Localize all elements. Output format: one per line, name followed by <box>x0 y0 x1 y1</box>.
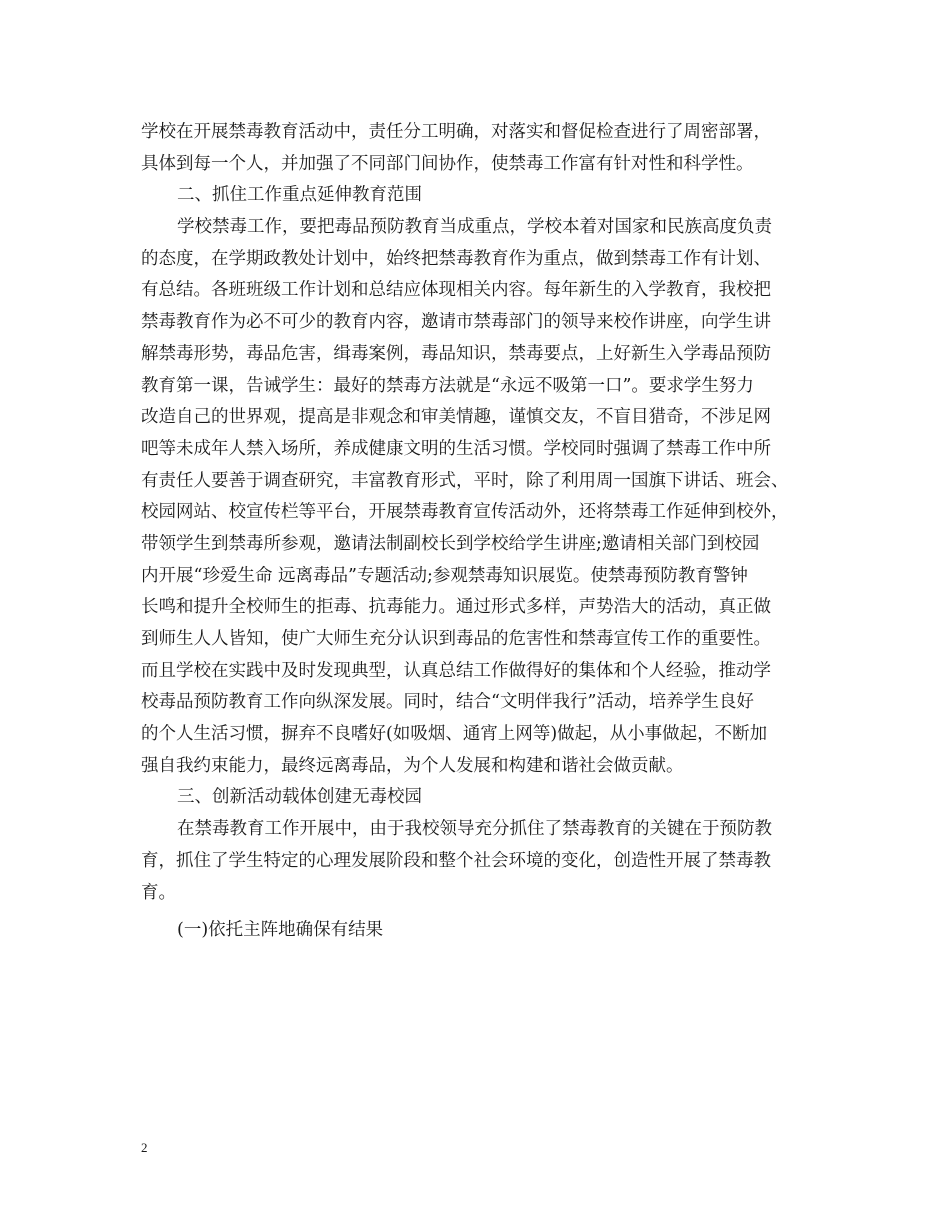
paragraph-line: 的态度，在学期政教处计划中，始终把禁毒教育作为重点，做到禁毒工作有计划、 <box>141 248 771 269</box>
paragraph-line: 育。 <box>141 882 176 903</box>
paragraph-line: 有总结。各班班级工作计划和总结应体现相关内容。每年新生的入学教育，我校把 <box>141 280 771 301</box>
paragraph-line: 校园网站、校宣传栏等平台，开展禁毒教育宣传活动外，还将禁毒工作延伸到校外， <box>141 502 789 523</box>
section-heading: 三、创新活动载体创建无毒校园 <box>177 787 422 808</box>
paragraph-line: 的个人生活习惯，摒弃不良嗜好(如吸烟、通宵上网等)做起，从小事做起，不断加 <box>141 724 768 745</box>
paragraph-line: 具体到每一个人，并加强了不同部门间协作，使禁毒工作富有针对性和科学性。 <box>141 153 754 174</box>
page-number: 2 <box>141 1140 148 1155</box>
paragraph-line: 教育第一课，告诫学生：最好的禁毒方法就是“永远不吸第一口”。要求学生努力 <box>141 375 754 396</box>
paragraph-line: 在禁毒教育工作开展中，由于我校领导充分抓住了禁毒教育的关键在于预防教 <box>177 819 772 840</box>
paragraph-line: 解禁毒形势，毒品危害，缉毒案例，毒品知识，禁毒要点，上好新生入学毒品预防 <box>141 343 771 364</box>
subsection-heading: (一)依托主阵地确保有结果 <box>177 920 384 941</box>
paragraph-line: 而且学校在实践中及时发现典型，认真总结工作做得好的集体和个人经验，推动学 <box>141 660 771 681</box>
paragraph-line: 长鸣和提升全校师生的拒毒、抗毒能力。通过形式多样，声势浩大的活动，真正做 <box>141 597 771 618</box>
paragraph-line: 强自我约束能力，最终远离毒品，为个人发展和构建和谐社会做贡献。 <box>141 755 684 776</box>
paragraph-line: 带领学生到禁毒所参观，邀请法制副校长到学校给学生讲座;邀请相关部门到校园 <box>141 533 760 554</box>
paragraph-line: 学校在开展禁毒教育活动中，责任分工明确，对落实和督促检查进行了周密部署， <box>141 122 771 142</box>
section-heading: 二、抓住工作重点延伸教育范围 <box>177 185 422 206</box>
paragraph-line: 到师生人人皆知，使广大师生充分认识到毒品的危害性和禁毒宣传工作的重要性。 <box>141 629 771 649</box>
paragraph-line: 禁毒教育作为必不可少的教育内容，邀请市禁毒部门的领导来校作讲座，向学生讲 <box>141 312 771 333</box>
paragraph-line: 有责任人要善于调查研究，丰富教育形式，平时，除了利用周一国旗下讲话、班会、 <box>141 470 789 491</box>
paragraph-line: 校毒品预防教育工作向纵深发展。同时，结合“文明伴我行”活动，培养学生良好 <box>141 692 754 713</box>
paragraph-line: 吧等未成年人禁入场所，养成健康文明的生活习惯。学校同时强调了禁毒工作中所 <box>141 438 771 459</box>
paragraph-line: 育，抓住了学生特定的心理发展阶段和整个社会环境的变化，创造性开展了禁毒教 <box>141 850 771 871</box>
paragraph-line: 改造自己的世界观，提高是非观念和审美情趣，谨慎交友，不盲目猎奇，不涉足网 <box>141 407 771 428</box>
paragraph-line: 学校禁毒工作，要把毒品预防教育当成重点，学校本着对国家和民族高度负责 <box>177 217 772 238</box>
body-text <box>141 117 821 947</box>
paragraph-line: 内开展“珍爱生命 远离毒品”专题活动;参观禁毒知识展览。使禁毒预防教育警钟 <box>141 565 748 586</box>
